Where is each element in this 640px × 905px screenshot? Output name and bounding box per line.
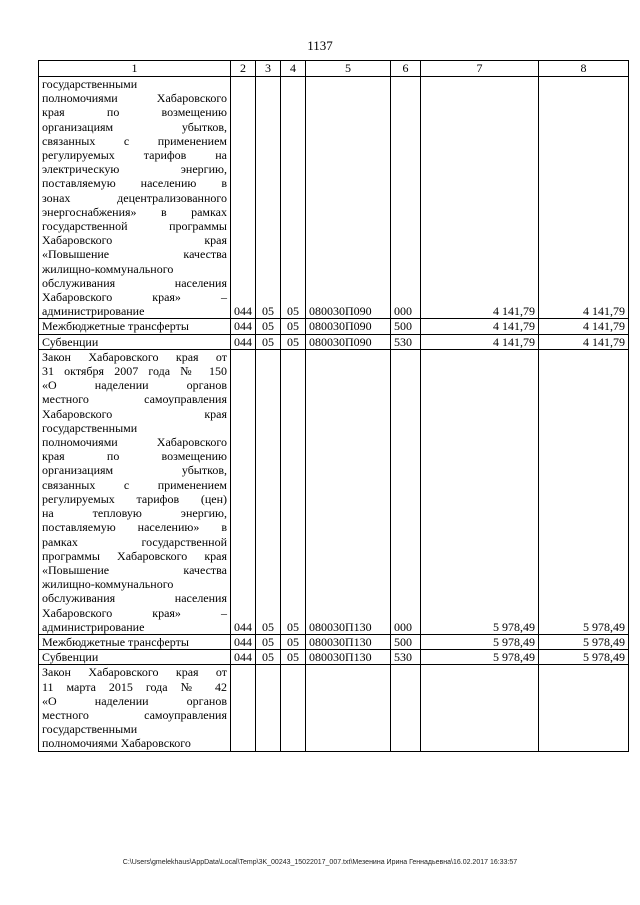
- section-code: 05: [256, 319, 281, 334]
- header-cell: 1: [39, 61, 231, 77]
- subsection-code: 05: [281, 634, 306, 649]
- amount-cell: 5 978,49: [421, 634, 539, 649]
- description-line: края по возмещению: [42, 105, 227, 120]
- expense-type-code: 530: [391, 334, 421, 349]
- description-line: Субвенции: [42, 650, 99, 665]
- table-row: [39, 77, 629, 319]
- description-line: Субвенции: [42, 334, 99, 349]
- table-row: [39, 319, 629, 334]
- description-line: электрическую энергию,: [42, 162, 227, 177]
- description-line: государственной программы: [42, 219, 227, 234]
- header-row: [39, 61, 629, 77]
- description-line: государственными: [42, 722, 138, 737]
- description-line: жилищно-коммунального: [42, 577, 174, 592]
- description-line: организациям убытков,: [42, 463, 227, 478]
- ministry-code: 044: [231, 634, 256, 649]
- target-article-code: 080030П130: [306, 650, 391, 665]
- description-line: полномочиями Хабаровского: [42, 435, 227, 450]
- target-article-code: [306, 665, 391, 751]
- row-description: [39, 634, 231, 649]
- amount-cell: 4 141,79: [421, 334, 539, 349]
- header-cell: 6: [391, 61, 421, 77]
- row-description: [39, 77, 231, 319]
- description-line: поставляемую населению» в: [42, 520, 227, 535]
- section-code: 05: [256, 634, 281, 649]
- expense-type-code: 000: [391, 349, 421, 634]
- budget-table: [38, 60, 629, 752]
- amount-cell: 4 141,79: [539, 77, 629, 319]
- subsection-code: 05: [281, 319, 306, 334]
- description-line: на тепловую энергию,: [42, 506, 227, 521]
- header-cell: 7: [421, 61, 539, 77]
- amount-cell: 5 978,49: [539, 349, 629, 634]
- description-line: Межбюджетные трансферты: [42, 634, 189, 649]
- description-line: энергоснабжения» в рамках: [42, 204, 227, 219]
- target-article-code: 080030П090: [306, 334, 391, 349]
- page-number: 1137: [307, 38, 333, 53]
- description-line: регулируемых тарифов (цен): [42, 491, 227, 506]
- expense-type-code: 000: [391, 77, 421, 319]
- description-line: Хабаровского края» –: [42, 605, 227, 620]
- description-line: Межбюджетные трансферты: [42, 319, 189, 334]
- section-code: 05: [256, 650, 281, 665]
- description-line: зонах децентрализованного: [42, 190, 227, 205]
- description-line: «О наделении органов: [42, 378, 227, 393]
- section-code: 05: [256, 77, 281, 319]
- description-line: «Повышение качества: [42, 562, 227, 577]
- description-line: «О наделении органов: [42, 693, 227, 708]
- table-row: [39, 650, 629, 665]
- amount-cell: 5 978,49: [421, 349, 539, 634]
- description-line: Закон Хабаровского края от: [42, 665, 227, 680]
- subsection-code: 05: [281, 349, 306, 634]
- header-cell: 3: [256, 61, 281, 77]
- description-line: жилищно-коммунального: [42, 261, 174, 276]
- table-row: [39, 665, 629, 751]
- subsection-code: [281, 665, 306, 751]
- subsection-code: 05: [281, 650, 306, 665]
- amount-cell: 5 978,49: [539, 650, 629, 665]
- row-description: [39, 319, 231, 334]
- target-article-code: 080030П090: [306, 77, 391, 319]
- section-code: 05: [256, 349, 281, 634]
- target-article-code: 080030П130: [306, 349, 391, 634]
- file-path-footer: C:\Users\gmelekhaus\AppData\Local\Temp\3K_00243_15022017_007.txt\Мезенина Ирина Геннадьевна\16.02.2017 16:33:57: [122, 859, 518, 866]
- description-line: местного самоуправления: [42, 392, 227, 407]
- row-description: [39, 334, 231, 349]
- amount-cell: 4 141,79: [421, 319, 539, 334]
- header-cell: 5: [306, 61, 391, 77]
- target-article-code: 080030П130: [306, 634, 391, 649]
- description-line: 31 октября 2007 года № 150: [42, 364, 227, 379]
- expense-type-code: 500: [391, 319, 421, 334]
- subsection-code: 05: [281, 77, 306, 319]
- ministry-code: 044: [231, 334, 256, 349]
- target-article-code: 080030П090: [306, 319, 391, 334]
- description-line: программы Хабаровского края: [42, 548, 227, 563]
- description-line: обслуживания населения: [42, 591, 227, 606]
- description-line: Закон Хабаровского края от: [42, 349, 227, 364]
- ministry-code: 044: [231, 349, 256, 634]
- description-line: Хабаровского края: [42, 233, 227, 248]
- ministry-code: 044: [231, 319, 256, 334]
- header-cell: 2: [231, 61, 256, 77]
- ministry-code: 044: [231, 77, 256, 319]
- row-description: [39, 349, 231, 634]
- description-line: рамках государственной: [42, 534, 227, 549]
- description-line: регулируемых тарифов на: [42, 148, 227, 163]
- description-line: полномочиями Хабаровского: [42, 91, 227, 106]
- amount-cell: 5 978,49: [539, 634, 629, 649]
- description-line: «Повышение качества: [42, 247, 227, 262]
- expense-type-code: 500: [391, 634, 421, 649]
- section-code: [256, 665, 281, 751]
- description-line: Хабаровского края» –: [42, 290, 227, 305]
- description-line: Хабаровского края: [42, 406, 227, 421]
- description-line: обслуживания населения: [42, 275, 227, 290]
- table-row: [39, 349, 629, 634]
- amount-cell: 5 978,49: [421, 650, 539, 665]
- table-row: [39, 334, 629, 349]
- amount-cell: 4 141,79: [539, 319, 629, 334]
- amount-cell: [421, 665, 539, 751]
- row-description: [39, 650, 231, 665]
- amount-cell: 4 141,79: [539, 334, 629, 349]
- description-line: связанных с применением: [42, 133, 227, 148]
- description-line: полномочиями Хабаровского: [42, 736, 191, 751]
- ministry-code: 044: [231, 650, 256, 665]
- description-line: связанных с применением: [42, 477, 227, 492]
- description-line: организациям убытков,: [42, 119, 227, 134]
- amount-cell: [539, 665, 629, 751]
- expense-type-code: [391, 665, 421, 751]
- header-cell: 8: [539, 61, 629, 77]
- description-line: поставляемую населению в: [42, 176, 227, 191]
- description-line: края по возмещению: [42, 449, 227, 464]
- subsection-code: 05: [281, 334, 306, 349]
- amount-cell: 4 141,79: [421, 77, 539, 319]
- table-row: [39, 634, 629, 649]
- description-line: администрирование: [42, 619, 145, 634]
- description-line: государственными: [42, 77, 138, 91]
- description-line: местного самоуправления: [42, 707, 227, 722]
- ministry-code: [231, 665, 256, 751]
- description-line: 11 марта 2015 года № 42: [42, 679, 227, 694]
- row-description: [39, 665, 231, 751]
- header-cell: 4: [281, 61, 306, 77]
- description-line: администрирование: [42, 304, 145, 319]
- section-code: 05: [256, 334, 281, 349]
- description-line: государственными: [42, 420, 138, 435]
- expense-type-code: 530: [391, 650, 421, 665]
